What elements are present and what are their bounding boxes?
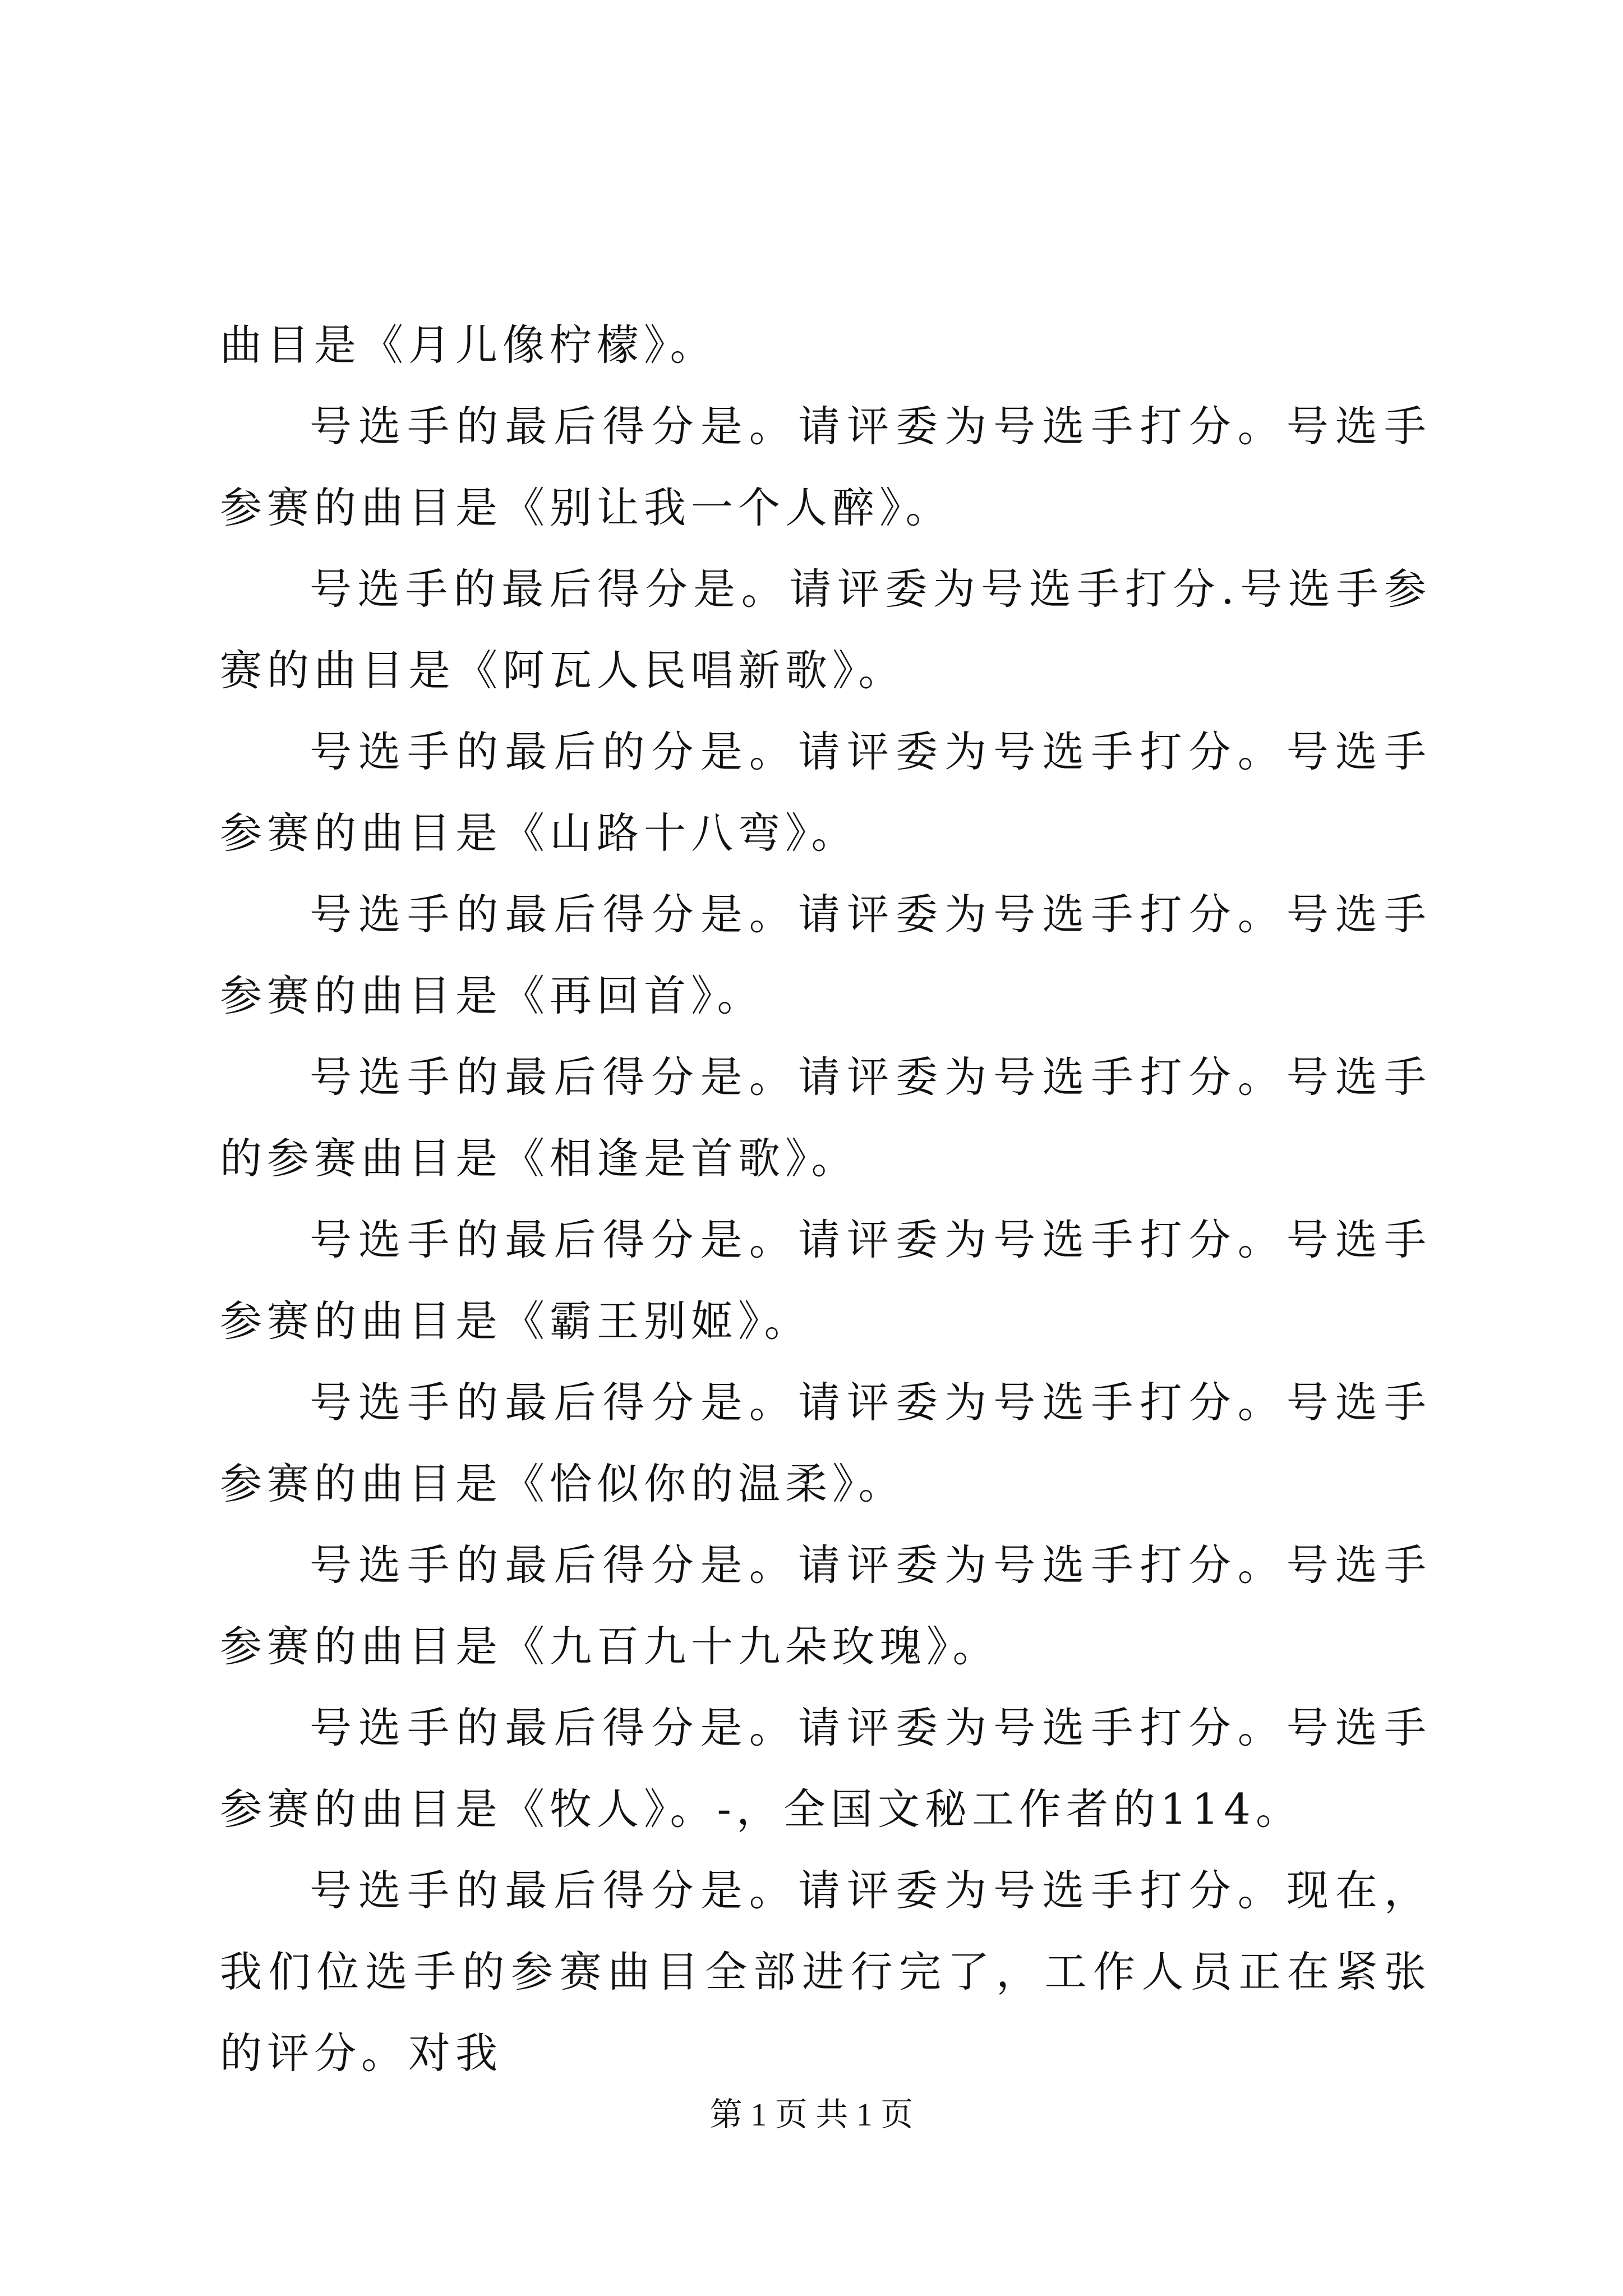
paragraph-2: 号选手的最后得分是。请评委为号选手打分。号选手参赛的曲目是《别让我一个人醉》。 [220, 402, 1431, 532]
paragraph-7: 号选手的最后得分是。请评委为号选手打分。号选手参赛的曲目是《霸王别姬》。 [220, 1215, 1431, 1346]
paragraph-4: 号选手的最后的分是。请评委为号选手打分。号选手参赛的曲目是《山路十八弯》。 [220, 727, 1431, 858]
document-body [220, 305, 1431, 2094]
paragraph-1: 曲目是《月儿像柠檬》。 [220, 320, 717, 370]
paragraph-3: 号选手的最后得分是。请评委为号选手打分.号选手参赛的曲目是《阿瓦人民唱新歌》。 [220, 564, 1431, 695]
paragraph-10: 号选手的最后得分是。请评委为号选手打分。号选手参赛的曲目是《牧人》。-，全国文秘工作者的114。 [220, 1703, 1431, 1834]
paragraph-9: 号选手的最后得分是。请评委为号选手打分。号选手参赛的曲目是《九百九十九朵玫瑰》。 [220, 1540, 1431, 1671]
paragraph-6: 号选手的最后得分是。请评委为号选手打分。号选手的参赛曲目是《相逢是首歌》。 [220, 1052, 1431, 1183]
page-footer [0, 2092, 1623, 2137]
paragraph-8: 号选手的最后得分是。请评委为号选手打分。号选手参赛的曲目是《恰似你的温柔》。 [220, 1378, 1431, 1508]
paragraph-11: 号选手的最后得分是。请评委为号选手打分。现在，我们位选手的参赛曲目全部进行完了，工作人员正在紧张的评分。对我 [220, 1866, 1431, 2078]
page-number-label: 第 1 页 共 1 页 [709, 2096, 914, 2133]
paragraph-5: 号选手的最后得分是。请评委为号选手打分。号选手参赛的曲目是《再回首》。 [220, 890, 1431, 1020]
